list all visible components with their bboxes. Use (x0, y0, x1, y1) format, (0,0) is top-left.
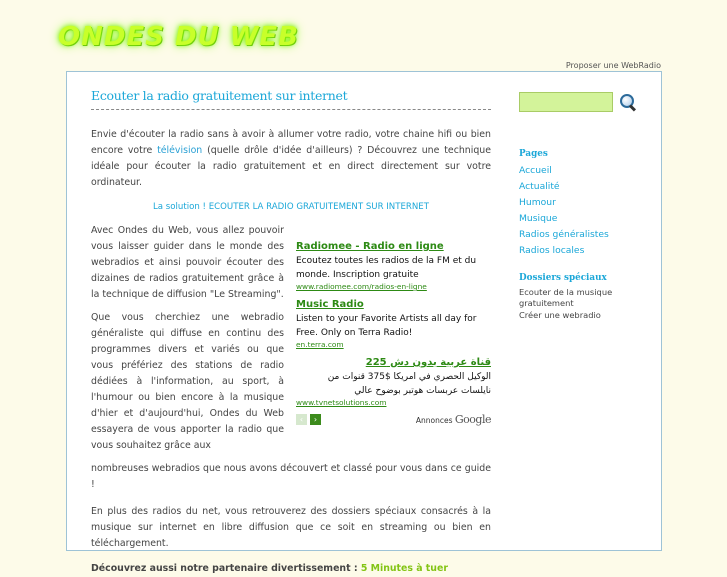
nav-item-radios-locales[interactable]: Radios locales (519, 245, 585, 256)
ad-navigation (296, 414, 491, 428)
annonces-google-label[interactable] (416, 413, 491, 426)
solution-link[interactable]: La solution ! ECOUTER LA RADIO GRATUITEMENT SUR INTERNET (152, 202, 429, 212)
nav-item-radios-generalistes[interactable]: Radios généralistes (519, 229, 609, 240)
nav-item-musique[interactable]: Musique (519, 213, 558, 224)
intro-text-a: Envie d'écouter la radio sans à avoir à allumer votre radio, votre chaine hifi ou bien encore votre (91, 129, 491, 156)
sidebar (519, 92, 649, 321)
partner-link[interactable]: 5 Minutes à tuer (360, 563, 448, 574)
ad-next-arrow-icon[interactable]: › (310, 414, 321, 425)
ad-title[interactable]: Radiomee - Radio en ligne (296, 241, 444, 252)
site-logo[interactable]: ONDES DU WEB (58, 22, 299, 52)
ad-title[interactable]: قناة عربية بدون دش 225 (365, 357, 491, 368)
ad-item[interactable] (296, 298, 491, 349)
google-logo: Google (454, 413, 491, 426)
nav-item-actualite[interactable]: Actualité (519, 181, 560, 192)
ad-url[interactable]: www.radiomee.com/radios-en-ligne (296, 282, 427, 291)
nav-item-accueil[interactable]: Accueil (519, 165, 552, 176)
ad-item[interactable] (296, 240, 491, 291)
nav-item-humour[interactable]: Humour (519, 197, 556, 208)
paragraph-webradio: Que vous cherchiez une webradio généraliste qui diffuse en continu des programmes divers et variés ou que vous préfériez des stations de radio dédiées à l'information, au sport, à l'humour ou bien encore à la musique d'hier et d'aujourd'hui, Ondes du Web essayera de vous apporter la radio que vous souhaitez grâce aux (91, 312, 284, 451)
partner-line (91, 561, 491, 577)
search-box (519, 92, 649, 112)
partner-label: Découvrez aussi notre partenaire divertissement : (91, 563, 361, 574)
ad-text: Ecoutez toutes les radios de la FM et du monde. Inscription gratuite (296, 256, 477, 280)
dossiers-nav (519, 287, 649, 321)
pages-heading: Pages (519, 149, 548, 159)
ad-url[interactable]: www.tvnetsolutions.com (296, 398, 387, 407)
annonces-label: Annonces (415, 416, 453, 425)
ad-title[interactable]: Music Radio (296, 299, 364, 310)
dossier-item-creer-webradio[interactable]: Créer une webradio (519, 310, 601, 320)
main-column (91, 88, 491, 577)
ad-item[interactable] (296, 356, 491, 407)
dossier-item-musique-gratuite[interactable]: Ecouter de la musique gratuitement (519, 287, 613, 308)
page-title: Ecouter la radio gratuitement sur internet (91, 88, 491, 110)
dossiers-heading: Dossiers spéciaux (519, 273, 607, 283)
intro-paragraph (91, 127, 491, 191)
ad-text: Listen to your Favorite Artists all day for Free. Only on Terra Radio! (296, 314, 477, 338)
ad-block (296, 240, 491, 428)
article-body (91, 223, 491, 577)
ad-url[interactable]: en.terra.com (296, 340, 344, 349)
television-link[interactable]: télévision (157, 145, 203, 156)
propose-webradio-link[interactable]: Proposer une WebRadio (565, 61, 661, 70)
intro-text-b: (quelle drôle d'idée d'ailleurs) ? Découvrez une technique idéale pour écouter la radio gratuitement et en direct directement sur votre ordinateur. (91, 145, 491, 188)
ad-prev-arrow-icon[interactable]: ‹ (296, 414, 307, 425)
content-panel (66, 71, 662, 574)
paragraph-webradio-end: nombreuses webradios que nous avons découvert et classé pour vous dans ce guide ! (91, 463, 491, 490)
ad-text: الوكيل الحصري في امريكا $375 قنوات من نايلسات عربسات هوتبر بوضوح عالي (327, 372, 491, 396)
search-input[interactable] (519, 92, 613, 112)
pages-nav (519, 163, 649, 259)
search-icon[interactable] (619, 93, 637, 111)
paragraph-ondes: Avec Ondes du Web, vous allez pouvoir vous laisser guider dans le monde des webradios et ainsi pouvoir écouter des dizaines de radios gratuitement grâce à la technique de diffusion "Le Streaming". (91, 225, 284, 300)
paragraph-dossiers: En plus des radios du net, vous retrouverez des dossiers spéciaux consacrés à la musique sur internet en libre diffusion que ce soit en streaming ou bien en téléchargement. (91, 506, 491, 549)
